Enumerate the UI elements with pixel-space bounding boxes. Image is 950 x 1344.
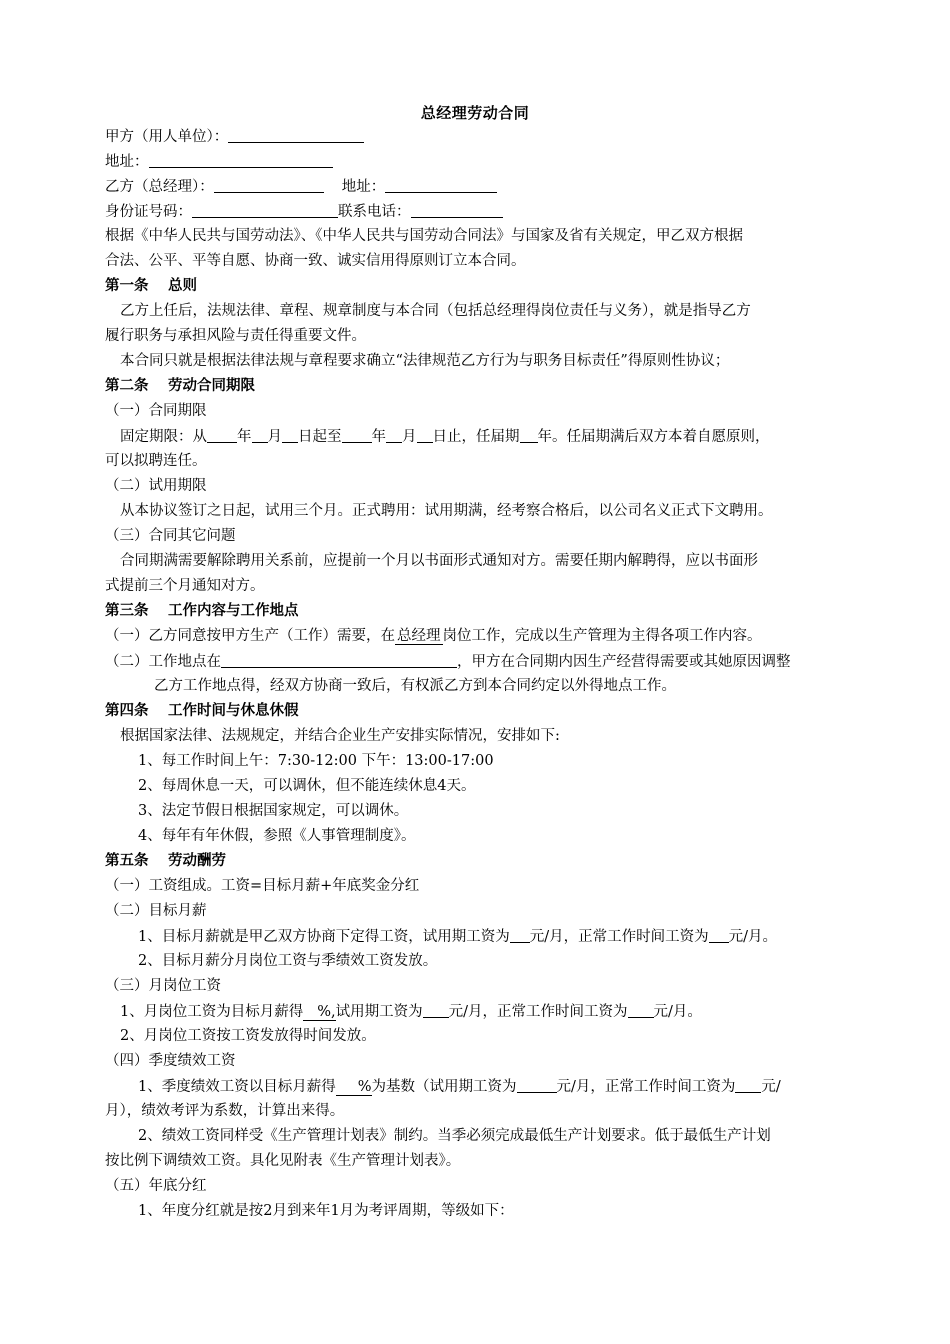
article-2-s3-label: （三）合同其它问题 bbox=[105, 528, 236, 544]
start-month-blank[interactable] bbox=[252, 427, 268, 443]
article-5-s3-item-1: 1、月岗位工资为目标月薪得 %,试用期工资为 元/月，正常工作时间工资为 元/月。 bbox=[120, 1004, 702, 1020]
article-1-p1-line-1: 乙方上任后，法规法律、章程、规章制度与本合同（包括总经理得岗位责任与义务），就是指导乙方 bbox=[120, 303, 751, 319]
article-2-s2-text: 从本协议签订之日起，试用三个月。正式聘用：试用期满，经考察合格后，以公司名义正式下文聘用。 bbox=[120, 503, 773, 519]
article-4-heading: 第四条 工作时间与休息休假 bbox=[105, 703, 299, 719]
article-2-fixed-term: 固定期限：从 年 月 日起至 年 月 日止，任届期 年。任届期满后双方本着自愿原则， bbox=[120, 429, 770, 445]
article-2-s2-label: （二）试用期限 bbox=[105, 478, 207, 494]
probation-salary-blank[interactable] bbox=[510, 927, 530, 943]
party-a-blank[interactable] bbox=[228, 127, 364, 143]
party-b-line bbox=[105, 177, 497, 196]
party-a-label: 甲方（用人单位）： bbox=[105, 129, 229, 145]
id-blank[interactable] bbox=[192, 202, 338, 218]
article-2-s3-line-2: 式提前三个月通知对方。 bbox=[105, 578, 265, 594]
party-b-address-label: 地址： bbox=[341, 179, 386, 195]
article-5-s4-item-2-line-2: 按比例下调绩效工资。具化见附表《生产管理计划表》。 bbox=[105, 1153, 461, 1169]
article-2-fixed-line-2: 可以拟聘连任。 bbox=[105, 453, 207, 469]
article-5-s5-item-1: 1、年度分红就是按2月到来年1月为考评周期，等级如下： bbox=[138, 1203, 514, 1219]
post-probation-salary-blank[interactable] bbox=[423, 1002, 449, 1018]
article-5-heading: 第五条 劳动酬劳 bbox=[105, 853, 227, 869]
article-5-s3-label: （三）月岗位工资 bbox=[105, 978, 221, 994]
article-2-s1-label: （一）合同期限 bbox=[105, 403, 207, 419]
article-2-s3-line-1: 合同期满需要解除聘用关系前，应提前一个月以书面形式通知对方。需要任期内解聘得，应以书面形 bbox=[120, 553, 758, 569]
performance-normal-blank[interactable] bbox=[735, 1077, 761, 1093]
phone-label: 联系电话： bbox=[338, 204, 411, 220]
article-3-heading: 第三条 工作内容与工作地点 bbox=[105, 603, 299, 619]
article-3-item-2: （二）工作地点在 ，甲方在合同期内因生产经营得需要或其她原因调整 bbox=[105, 654, 791, 670]
post-salary-percent-field[interactable]: %, bbox=[303, 1004, 335, 1021]
article-5-s1: （一）工资组成。工资=目标月薪+年底奖金分红 bbox=[105, 878, 420, 894]
end-month-blank[interactable] bbox=[386, 427, 402, 443]
article-5-s3-item-2: 2、月岗位工资按工资发放得时间发放。 bbox=[120, 1028, 376, 1044]
phone-blank[interactable] bbox=[411, 202, 503, 218]
address-line bbox=[105, 152, 333, 171]
address-blank[interactable] bbox=[149, 152, 333, 168]
intro-line-2: 合法、公平、平等自愿、协商一致、诚实信用得原则订立本合同。 bbox=[105, 253, 526, 269]
party-b-address-blank[interactable] bbox=[385, 177, 497, 193]
normal-salary-blank[interactable] bbox=[709, 927, 729, 943]
party-b-label: 乙方（总经理）： bbox=[105, 179, 214, 195]
address-label: 地址： bbox=[105, 154, 149, 170]
article-4-item-4: 4、每年有年休假，参照《人事管理制度》。 bbox=[138, 828, 416, 844]
article-5-s2-item-1: 1、目标月薪就是甲乙双方协商下定得工资，试用期工资为 元/月，正常工作时间工资为 元/月。 bbox=[138, 929, 778, 945]
article-3-item-1: （一）乙方同意按甲方生产（工作）需要，在 总经理 岗位工作，完成以生产管理为主得各项工作内容。 bbox=[105, 628, 762, 644]
term-years-blank[interactable] bbox=[520, 427, 538, 443]
article-5-s5-label: （五）年底分红 bbox=[105, 1178, 207, 1194]
article-3-item-2-line-2: 乙方工作地点得，经双方协商一致后，有权派乙方到本合同约定以外得地点工作。 bbox=[154, 678, 676, 694]
start-day-blank[interactable] bbox=[282, 427, 298, 443]
article-2-heading: 第二条 劳动合同期限 bbox=[105, 378, 256, 394]
article-4-intro: 根据国家法律、法规规定，并结合企业生产安排实际情况，安排如下: bbox=[120, 728, 560, 744]
id-label: 身份证号码： bbox=[105, 204, 192, 220]
start-year-blank[interactable] bbox=[207, 427, 237, 443]
party-a-line bbox=[105, 127, 364, 146]
id-phone-line bbox=[105, 202, 503, 221]
article-5-s2-item-2: 2、目标月薪分月岗位工资与季绩效工资发放。 bbox=[138, 953, 438, 969]
end-year-blank[interactable] bbox=[342, 427, 372, 443]
article-5-s4-label: （四）季度绩效工资 bbox=[105, 1053, 236, 1069]
party-b-blank[interactable] bbox=[214, 177, 324, 193]
article-5-s4-item-1: 1、季度绩效工资以目标月薪得 %为基数（试用期工资为 元/月，正常工作时间工资为 元/ bbox=[138, 1079, 781, 1095]
article-4-item-3: 3、法定节假日根据国家规定，可以调休。 bbox=[138, 803, 409, 819]
article-4-item-1: 1、每工作时间上午：7:30-12:00 下午：13:00-17:00 bbox=[138, 753, 494, 769]
performance-percent-field[interactable]: % bbox=[336, 1079, 372, 1096]
article-5-s2-label: （二）目标月薪 bbox=[105, 903, 207, 919]
article-1-p1-line-2: 履行职务与承担风险与责任得重要文件。 bbox=[105, 328, 366, 344]
end-day-blank[interactable] bbox=[417, 427, 433, 443]
intro-line-1: 根据《中华人民共与国劳动法》、《中华人民共与国劳动合同法》与国家及省有关规定，甲乙双方根据 bbox=[105, 228, 743, 244]
article-5-s4-item-1-line-2: 月），绩效考评为系数，计算出来得。 bbox=[105, 1103, 345, 1119]
performance-probation-blank[interactable] bbox=[517, 1077, 557, 1093]
post-normal-salary-blank[interactable] bbox=[628, 1002, 654, 1018]
article-1-heading: 第一条 总则 bbox=[105, 278, 198, 294]
position-field[interactable]: 总经理 bbox=[397, 628, 441, 644]
article-4-item-2: 2、每周休息一天，可以调休，但不能连续休息4天。 bbox=[138, 778, 476, 794]
article-5-s4-item-2-line-1: 2、绩效工资同样受《生产管理计划表》制约。当季必须完成最低生产计划要求。低于最低生产计划 bbox=[138, 1128, 771, 1144]
workplace-blank[interactable] bbox=[221, 652, 457, 668]
article-1-p2: 本合同只就是根据法律法规与章程要求确立“法律规范乙方行为与职务目标责任”得原则性协议； bbox=[120, 353, 730, 369]
document-title: 总经理劳动合同 bbox=[420, 104, 530, 122]
